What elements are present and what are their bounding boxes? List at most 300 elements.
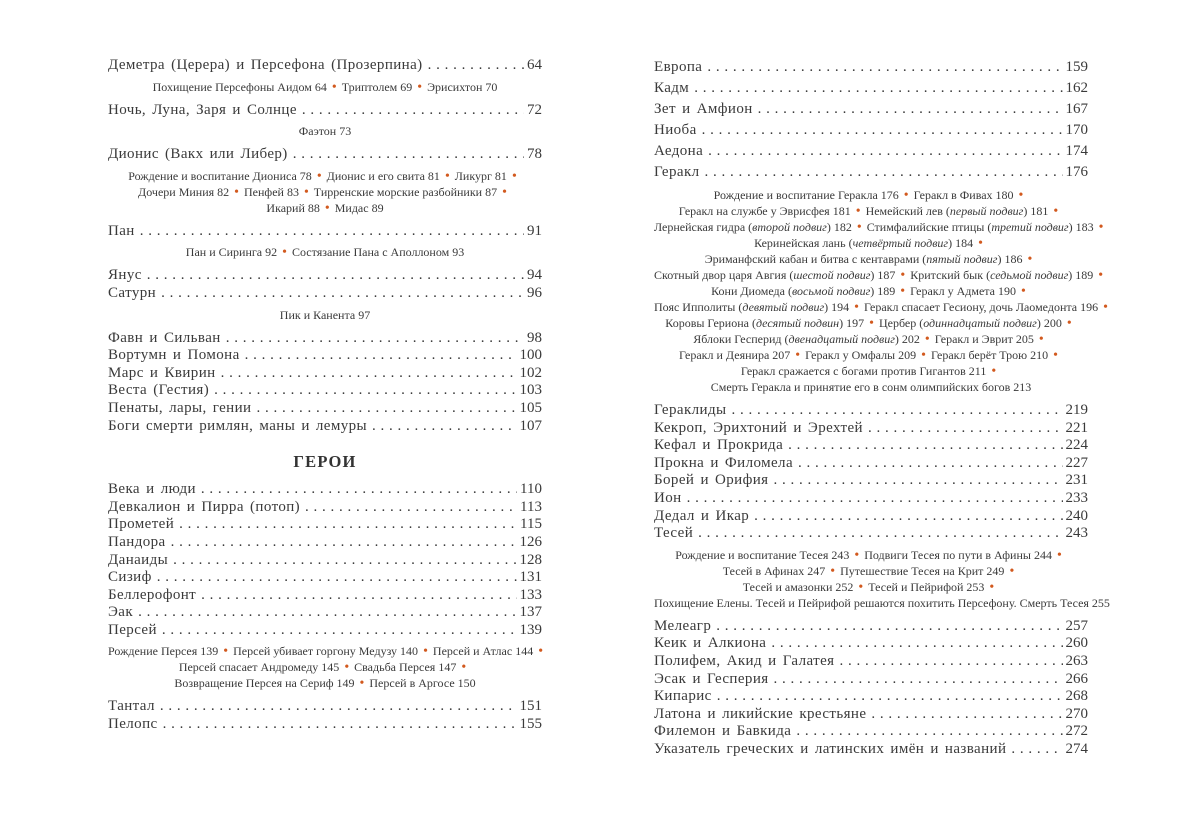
toc-entry-title: Эсак и Гесперия (654, 670, 769, 687)
toc-sub-item: Немейский лев (первый подвиг) 181 (865, 204, 1049, 218)
toc-sub-line (654, 315, 1088, 331)
bullet-icon: • (1038, 331, 1044, 346)
toc-entry-page-number: 64 (527, 57, 542, 73)
dotted-leader (758, 99, 1063, 120)
toc-entry (654, 99, 1088, 120)
toc-sub-item: Тесей в Афинах 247 (722, 563, 826, 578)
toc-sub-line (654, 219, 1104, 235)
toc-entry-title: Сизиф (108, 569, 152, 586)
toc-entry-title: Пенаты, лары, гении (108, 399, 252, 416)
toc-entry-title: Сатурн (108, 284, 157, 301)
dotted-leader (708, 141, 1062, 162)
toc-entry-title: Боги смерти римлян, маны и лемуры (108, 417, 368, 434)
toc-entry (108, 604, 542, 622)
toc-entry (654, 618, 1088, 636)
toc-sub-item: Пенфей 83 (244, 184, 299, 199)
bullet-icon: • (1056, 546, 1062, 562)
toc-entry-page-number: 126 (519, 533, 542, 550)
toc-entry-page-number: 219 (1065, 402, 1088, 418)
dotted-leader (162, 622, 517, 640)
bullet-icon: • (856, 219, 862, 234)
bullet-icon: • (1027, 251, 1033, 266)
toc-sub-item: Рождение и воспитание Диониса 78 (128, 168, 312, 183)
toc-entry (108, 418, 542, 436)
toc-entry-title: Марс и Квирин (108, 364, 216, 381)
toc-entry-page-number: 263 (1065, 652, 1088, 669)
toc-entry (108, 146, 542, 164)
bullet-icon: • (444, 167, 450, 183)
toc-entry-title: Данаиды (108, 551, 169, 568)
toc-sub-item: Мидас 89 (334, 200, 384, 215)
toc-entry (108, 552, 542, 570)
toc-entry-title: Латона и ликийские крестьяне (654, 705, 867, 722)
toc-entry (654, 635, 1088, 653)
toc-entry (654, 688, 1088, 706)
toc-entry (108, 223, 542, 241)
dotted-leader (221, 365, 517, 383)
toc-entry-title: Пелопс (108, 716, 158, 733)
toc-entry-page-number: 240 (1065, 507, 1088, 524)
bullet-icon: • (991, 363, 997, 378)
bullet-icon: • (1053, 203, 1059, 218)
toc-entry-title: Кеик и Алкиона (654, 635, 767, 652)
toc-sub-block (108, 168, 542, 216)
toc-entry-title: Гераклиды (654, 402, 727, 418)
toc-sub-item: Персей в Аргосе 150 (369, 676, 476, 691)
toc-entry (654, 78, 1088, 99)
toc-sub-line (654, 283, 1088, 299)
toc-entry-page-number: 137 (519, 604, 542, 621)
toc-entry-page-number: 139 (519, 621, 542, 638)
toc-entry-page-number: 110 (520, 481, 542, 498)
toc-entry-page-number: 96 (527, 284, 542, 301)
toc-entry-page-number: 174 (1065, 143, 1088, 159)
toc-sub-item: Состязание Пана с Аполлоном 93 (291, 245, 465, 260)
toc-sub-item: Тирренские морские разбойники 87 (313, 184, 498, 199)
toc-sub-block (654, 546, 1110, 611)
toc-sub-line (654, 379, 1088, 395)
toc-entry (108, 347, 542, 365)
toc-sub-block (108, 643, 542, 691)
toc-sub-item: Рождение и воспитание Геракла 176 (713, 188, 899, 202)
toc-entry (108, 534, 542, 552)
toc-entry-title: Персей (108, 621, 157, 638)
toc-sub-item: Геракл у Омфалы 209 (805, 348, 917, 362)
dotted-leader (214, 382, 516, 400)
toc-sub-item: Эрисихтон 70 (427, 79, 498, 94)
bullet-icon: • (502, 183, 507, 199)
toc-sub-item: Геракл и Деянира 207 (679, 348, 791, 362)
toc-entry (654, 120, 1088, 141)
toc-entry (108, 382, 542, 400)
toc-entry-page-number: 102 (519, 364, 542, 381)
dotted-leader (731, 402, 1062, 420)
toc-entry (654, 455, 1088, 473)
toc-entry (108, 102, 542, 120)
dotted-leader (868, 420, 1063, 438)
toc-sub-item: Стимфалийские птицы (третий подвиг) 183 (866, 220, 1094, 234)
toc-entry-page-number: 170 (1065, 122, 1088, 138)
toc-entry-page-number: 272 (1065, 723, 1088, 740)
toc-entry-title: Тесей (654, 525, 694, 542)
toc-sub-line (108, 123, 542, 139)
dotted-leader (771, 635, 1062, 653)
toc-sub-block (108, 307, 542, 323)
bullet-icon: • (316, 167, 322, 183)
toc-entry-page-number: 155 (519, 716, 542, 733)
toc-entry (654, 525, 1088, 543)
dotted-leader (171, 534, 517, 552)
toc-entry-title: Пандора (108, 533, 166, 550)
toc-entry-page-number: 243 (1065, 525, 1088, 542)
toc-entry-page-number: 103 (519, 382, 542, 399)
dotted-leader (798, 455, 1062, 473)
dotted-leader (428, 57, 524, 75)
toc-entry-title: Деметра (Церера) и Персефона (Прозерпина) (108, 57, 423, 73)
bullet-icon: • (869, 315, 874, 330)
toc-entry-page-number: 98 (527, 329, 542, 346)
bullet-icon: • (1098, 219, 1104, 234)
bullet-icon: • (234, 183, 240, 199)
toc-sub-item: Критский бык (седьмой подвиг) 189 (910, 268, 1094, 282)
toc-entry (108, 481, 542, 499)
bullet-icon: • (900, 267, 906, 282)
toc-entry-page-number: 233 (1065, 489, 1088, 506)
toc-sub-item: Скотный двор царя Авгия (шестой подвиг) 187 (654, 268, 896, 282)
bullet-icon: • (854, 299, 859, 314)
toc-sub-line (108, 200, 542, 216)
toc-sub-item: Коровы Гериона (десятый подвин) 197 (665, 316, 865, 330)
dotted-leader (702, 120, 1063, 141)
toc-sub-item: Кони Диомеда (восьмой подвиг) 189 (711, 284, 896, 298)
bullet-icon: • (830, 562, 836, 578)
toc-entry (654, 141, 1088, 162)
toc-sub-item: Яблоки Гесперид (двенадцатый подвиг) 202 (693, 332, 920, 346)
toc-entry-page-number: 72 (527, 101, 542, 118)
bullet-icon: • (989, 578, 995, 594)
toc-entry (108, 569, 542, 587)
toc-entry-title: Дионис (Вакх или Либер) (108, 146, 288, 163)
toc-sub-item: Смерть Геракла и принятие его в сонм олимпийских богов 213 (710, 380, 1032, 394)
toc-entry-title: Геракл (654, 164, 700, 180)
toc-entry-title: Кадм (654, 80, 690, 96)
toc-sub-item: Геракл в Фивах 180 (913, 188, 1014, 202)
toc-sub-item: Геракл и Эврит 205 (934, 332, 1034, 346)
toc-entry (108, 698, 542, 716)
toc-entry-page-number: 227 (1065, 454, 1088, 471)
toc-entry-page-number: 231 (1065, 472, 1088, 489)
toc-sub-line (108, 675, 542, 691)
dotted-leader (302, 102, 524, 120)
bullet-icon: • (417, 78, 423, 94)
toc-entry (654, 472, 1088, 490)
toc-entry-title: Янус (108, 267, 142, 284)
toc-entry-title: Кефал и Прокрида (654, 437, 784, 454)
toc-entry (654, 671, 1088, 689)
toc-sub-block (108, 244, 542, 260)
toc-entry-page-number: 133 (519, 586, 542, 603)
toc-sub-item: Похищение Елены. Тесей и Пейрифой решаются похитить Персефону. Смерть Тесея 255 (654, 595, 1110, 610)
toc-entry-title: Девкалион и Пирра (потоп) (108, 498, 301, 515)
toc-sub-item: Лернейская гидра (второй подвиг) 182 (654, 220, 852, 234)
toc-entry (654, 653, 1088, 671)
toc-entry-title: Ночь, Луна, Заря и Солнце (108, 101, 297, 118)
toc-entry-page-number: 151 (519, 698, 542, 715)
toc-sub-item: Персей и Атлас 144 (432, 644, 534, 659)
dotted-leader (774, 671, 1063, 689)
toc-entry-title: Указатель греческих и латинских имён и названий (654, 740, 1007, 757)
toc-entry-title: Ниоба (654, 122, 697, 138)
bullet-icon: • (303, 183, 309, 199)
toc-sub-line (654, 235, 1088, 251)
toc-sub-item: Пик и Канента 97 (279, 307, 371, 322)
dotted-leader (147, 267, 524, 285)
toc-sub-item: Возвращение Персея на Сериф 149 (174, 676, 355, 691)
bullet-icon: • (511, 167, 517, 183)
toc-entry-page-number: 270 (1065, 705, 1088, 722)
dotted-leader (707, 57, 1062, 78)
toc-entry (108, 400, 542, 418)
toc-entry-page-number: 260 (1065, 635, 1088, 652)
dotted-leader (705, 162, 1063, 183)
dotted-leader (788, 437, 1062, 455)
toc-sub-item: Цербер (одиннадцатый подвиг) 200 (878, 316, 1062, 330)
toc-entry-page-number: 274 (1065, 740, 1088, 757)
toc-sub-item: Фаэтон 73 (298, 124, 352, 139)
toc-entry-title: Пан (108, 222, 135, 239)
toc-entry-page-number: 131 (519, 569, 542, 586)
toc-sub-line (108, 643, 542, 659)
dotted-leader (226, 330, 524, 348)
toc-entry-title: Полифем, Акид и Галатея (654, 652, 835, 669)
toc-entry-page-number: 91 (527, 222, 542, 239)
bullet-icon: • (1103, 299, 1108, 314)
toc-entry-title: Тантал (108, 698, 155, 715)
toc-entry (654, 57, 1088, 78)
toc-entry-page-number: 78 (527, 146, 542, 163)
toc-entry-page-number: 107 (519, 417, 542, 434)
toc-entry (108, 285, 542, 303)
toc-entry (108, 587, 542, 605)
dotted-leader (372, 418, 516, 436)
toc-sub-line (654, 579, 1088, 595)
dotted-leader (138, 604, 516, 622)
bullet-icon: • (359, 675, 365, 691)
dotted-leader (796, 723, 1062, 741)
toc-entry-page-number: 105 (519, 399, 542, 416)
dotted-leader (161, 285, 524, 303)
toc-sub-line (108, 168, 542, 184)
dotted-leader (245, 347, 517, 365)
toc-sub-item: Подвиги Тесея по пути в Афины 244 (864, 547, 1052, 562)
toc-sub-block (108, 123, 542, 139)
toc-entry-title: Дедал и Икар (654, 507, 750, 524)
dotted-leader (717, 688, 1063, 706)
dotted-leader (157, 569, 517, 587)
toc-sub-line (108, 659, 542, 675)
toc-sub-line (108, 184, 542, 200)
toc-entry-title: Кипарис (654, 688, 712, 705)
dotted-leader (163, 716, 517, 734)
toc-entry-title: Веста (Гестия) (108, 382, 210, 399)
toc-sub-line (108, 307, 542, 323)
dotted-leader (694, 78, 1062, 99)
toc-entry-page-number: 266 (1065, 670, 1088, 687)
toc-entry-title: Прокна и Филомела (654, 454, 794, 471)
bullet-icon: • (1018, 187, 1024, 202)
toc-entry (654, 723, 1088, 741)
dotted-leader (160, 698, 517, 716)
bullet-icon: • (1053, 347, 1058, 362)
toc-page-right (654, 57, 1110, 759)
toc-sub-item: Похищение Персефоны Аидом 64 (152, 79, 327, 94)
bullet-icon: • (1009, 562, 1015, 578)
toc-sub-item: Геракл на службе у Эврисфея 181 (678, 204, 851, 218)
toc-entry-page-number: 167 (1065, 101, 1088, 117)
toc-sub-line (654, 187, 1088, 203)
bullet-icon: • (921, 347, 926, 362)
toc-entry-title: Филемон и Бавкида (654, 723, 792, 740)
toc-entry-title: Ион (654, 489, 682, 506)
toc-entry-page-number: 257 (1065, 617, 1088, 634)
toc-sub-line (654, 347, 1088, 363)
dotted-leader (305, 499, 517, 517)
toc-sub-line (654, 299, 1108, 315)
toc-sub-line (654, 563, 1088, 579)
toc-entry (108, 365, 542, 383)
toc-entry-title: Прометей (108, 516, 175, 533)
toc-sub-item: Пояс Ипполиты (девятый подвиг) 194 (654, 300, 850, 314)
dotted-leader (293, 146, 524, 164)
toc-sub-item: Геракл берёт Трою 210 (930, 348, 1049, 362)
toc-entry (108, 267, 542, 285)
section-heading: ГЕРОИ (293, 452, 357, 472)
dotted-leader (256, 400, 516, 418)
toc-entry-page-number: 94 (527, 267, 542, 284)
bullet-icon: • (223, 643, 229, 659)
toc-entry-title: Кекроп, Эрихтоний и Эрехтей (654, 419, 863, 436)
toc-entry-title: Борей и Орифия (654, 472, 769, 489)
toc-sub-item: Рождение и воспитание Тесея 243 (675, 547, 850, 562)
dotted-leader (179, 516, 517, 534)
bullet-icon: • (344, 659, 350, 675)
toc-sub-item: Геракл спасает Гесиону, дочь Лаомедонта 196 (863, 300, 1099, 314)
toc-sub-item: Пан и Сиринга 92 (185, 245, 278, 260)
bullet-icon: • (423, 643, 428, 659)
toc-entry-title: Века и люди (108, 481, 196, 498)
dotted-leader (754, 508, 1062, 526)
toc-sub-item: Дочери Миния 82 (138, 184, 230, 199)
toc-entry (108, 516, 542, 534)
dotted-leader (140, 223, 524, 241)
toc-entry-title: Эак (108, 604, 134, 621)
bullet-icon: • (282, 244, 287, 260)
toc-sub-item: Икарий 88 (266, 200, 320, 215)
toc-sub-item: Геракл у Адмета 190 (910, 284, 1017, 298)
toc-sub-line (108, 244, 542, 260)
toc-sub-item: Триптолем 69 (341, 79, 413, 94)
toc-sub-item: Рождение Персея 139 (108, 644, 219, 659)
bullet-icon: • (461, 659, 467, 675)
dotted-leader (201, 587, 516, 605)
toc-entry-page-number: 128 (519, 551, 542, 568)
toc-sub-item: Геракл сражается с богами против Гигантов 211 (740, 364, 987, 378)
toc-sub-line (654, 331, 1088, 347)
toc-sub-item: Персей спасает Андромеду 145 (178, 660, 340, 675)
bullet-icon: • (855, 203, 861, 218)
toc-sub-line (654, 203, 1088, 219)
toc-entry (654, 741, 1088, 759)
toc-page-left (108, 57, 542, 734)
toc-entry (108, 499, 542, 517)
toc-entry (654, 437, 1088, 455)
toc-entry-title: Фавн и Сильван (108, 329, 221, 346)
dotted-leader (839, 653, 1062, 671)
dotted-leader (871, 706, 1062, 724)
toc-entry-page-number: 115 (520, 516, 542, 533)
toc-entry-page-number: 268 (1065, 688, 1088, 705)
dotted-leader (201, 481, 517, 499)
dotted-leader (716, 618, 1062, 636)
toc-entry (108, 716, 542, 734)
toc-entry-page-number: 221 (1065, 419, 1088, 436)
toc-entry-page-number: 113 (520, 498, 542, 515)
bullet-icon: • (1021, 283, 1026, 298)
toc-entry (108, 622, 542, 640)
bullet-icon: • (924, 331, 930, 346)
dotted-leader (698, 525, 1062, 543)
dotted-leader (173, 552, 516, 570)
toc-entry-title: Вортумн и Помона (108, 347, 240, 364)
bullet-icon: • (1066, 315, 1072, 330)
dotted-leader (1011, 741, 1062, 759)
toc-entry-title: Беллерофонт (108, 586, 197, 603)
toc-entry (108, 330, 542, 348)
toc-entry-page-number: 176 (1065, 164, 1088, 180)
toc-entry (654, 706, 1088, 724)
toc-sub-line (654, 547, 1088, 563)
dotted-leader (773, 472, 1062, 490)
toc-entry-page-number: 100 (519, 347, 542, 364)
toc-entry-page-number: 159 (1065, 59, 1088, 75)
toc-entry (654, 402, 1088, 420)
bullet-icon: • (854, 546, 860, 562)
bullet-icon: • (795, 347, 801, 362)
bullet-icon: • (903, 187, 909, 202)
toc-sub-item: Эриманфский кабан и битва с кентаврами (пятый подвиг) 186 (704, 252, 1023, 266)
toc-entry-title: Мелеагр (654, 617, 712, 634)
toc-entry (654, 162, 1088, 183)
toc-sub-item: Тесей и Пейрифой 253 (868, 579, 985, 594)
bullet-icon: • (900, 283, 906, 298)
toc-sub-line (654, 267, 1104, 283)
toc-entry (108, 57, 542, 75)
toc-sub-item: Путешествие Тесея на Крит 249 (840, 563, 1005, 578)
bullet-icon: • (858, 578, 864, 594)
bullet-icon: • (324, 199, 330, 215)
bullet-icon: • (538, 643, 544, 659)
toc-sub-item: Керинейская лань (четвёртый подвиг) 184 (754, 236, 974, 250)
toc-sub-item: Персей убивает горгону Медузу 140 (233, 644, 419, 659)
toc-entry-title: Аедона (654, 143, 704, 159)
bullet-icon: • (1098, 267, 1104, 282)
toc-sub-line (108, 79, 542, 95)
toc-entry-title: Европа (654, 59, 703, 75)
toc-sub-line (654, 595, 1110, 611)
toc-entry-title: Зет и Амфион (654, 101, 753, 117)
toc-entry (654, 508, 1088, 526)
toc-sub-line (654, 251, 1088, 267)
